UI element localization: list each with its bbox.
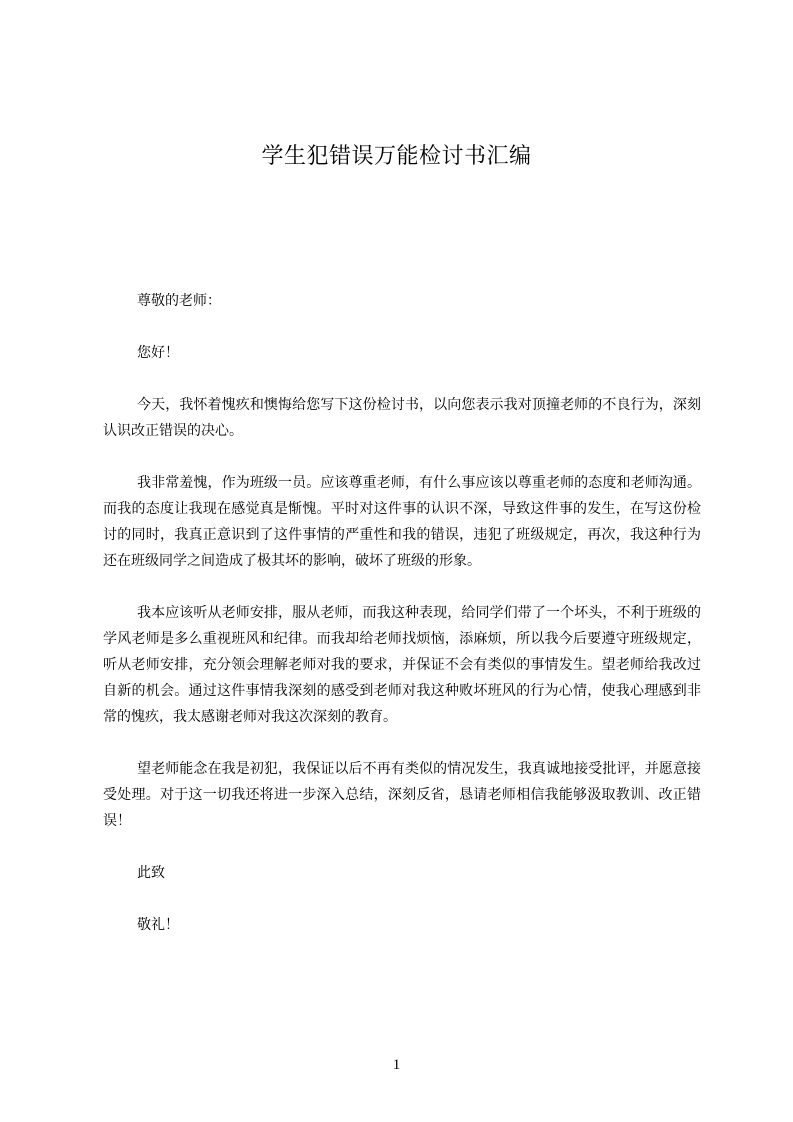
paragraph-3: 我本应该听从老师安排，服从老师，而我这种表现，给同学们带了一个坏头，不利于班级的学风老师是多么重视班风和纪律。而我却给老师找烦恼，添麻烦，所以我今后要遵守班级规定，听从老师安排，充分领会理解老师对我的要求，并保证不会有类似的事情发生。望老师给我改过自新的机会。通过这件事情我深刻的感受到老师对我这种败坏班风的行为心情，使我心理感到非常的愧疚，我太感谢老师对我这次深刻的教育。 — [103, 605, 701, 725]
document-body — [103, 288, 701, 964]
paragraph-1: 今天，我怀着愧疚和懊悔给您写下这份检讨书，以向您表示我对顶撞老师的不良行为，深刻认识改正错误的决心。 — [103, 397, 701, 439]
paragraph-4: 望老师能念在我是初犯，我保证以后不再有类似的情况发生，我真诚地接受批评，并愿意接受处理。对于这一切我还将进一步深入总结，深刻反省，恳请老师相信我能够汲取教训、改正错误！ — [103, 761, 701, 829]
greeting: 您好！ — [137, 345, 179, 361]
closing-salute: 敬礼！ — [137, 917, 179, 933]
document-title: 学生犯错误万能检讨书汇编 — [261, 144, 532, 169]
salutation: 尊敬的老师： — [137, 293, 221, 309]
closing-line: 此致 — [137, 865, 165, 881]
paragraph-2: 我非常羞愧，作为班级一员。应该尊重老师，有什么事应该以尊重老师的态度和老师沟通。而我的态度让我现在感觉真是惭愧。平时对这件事的认识不深，导致这件事的发生，在写这份检讨的同时，我真正意识到了这件事情的严重性和我的错误，违犯了班级规定，再次，我这种行为还在班级同学之间造成了极其坏的影响，破坏了班级的形象。 — [103, 475, 701, 569]
page-number: 1 — [392, 1057, 401, 1073]
